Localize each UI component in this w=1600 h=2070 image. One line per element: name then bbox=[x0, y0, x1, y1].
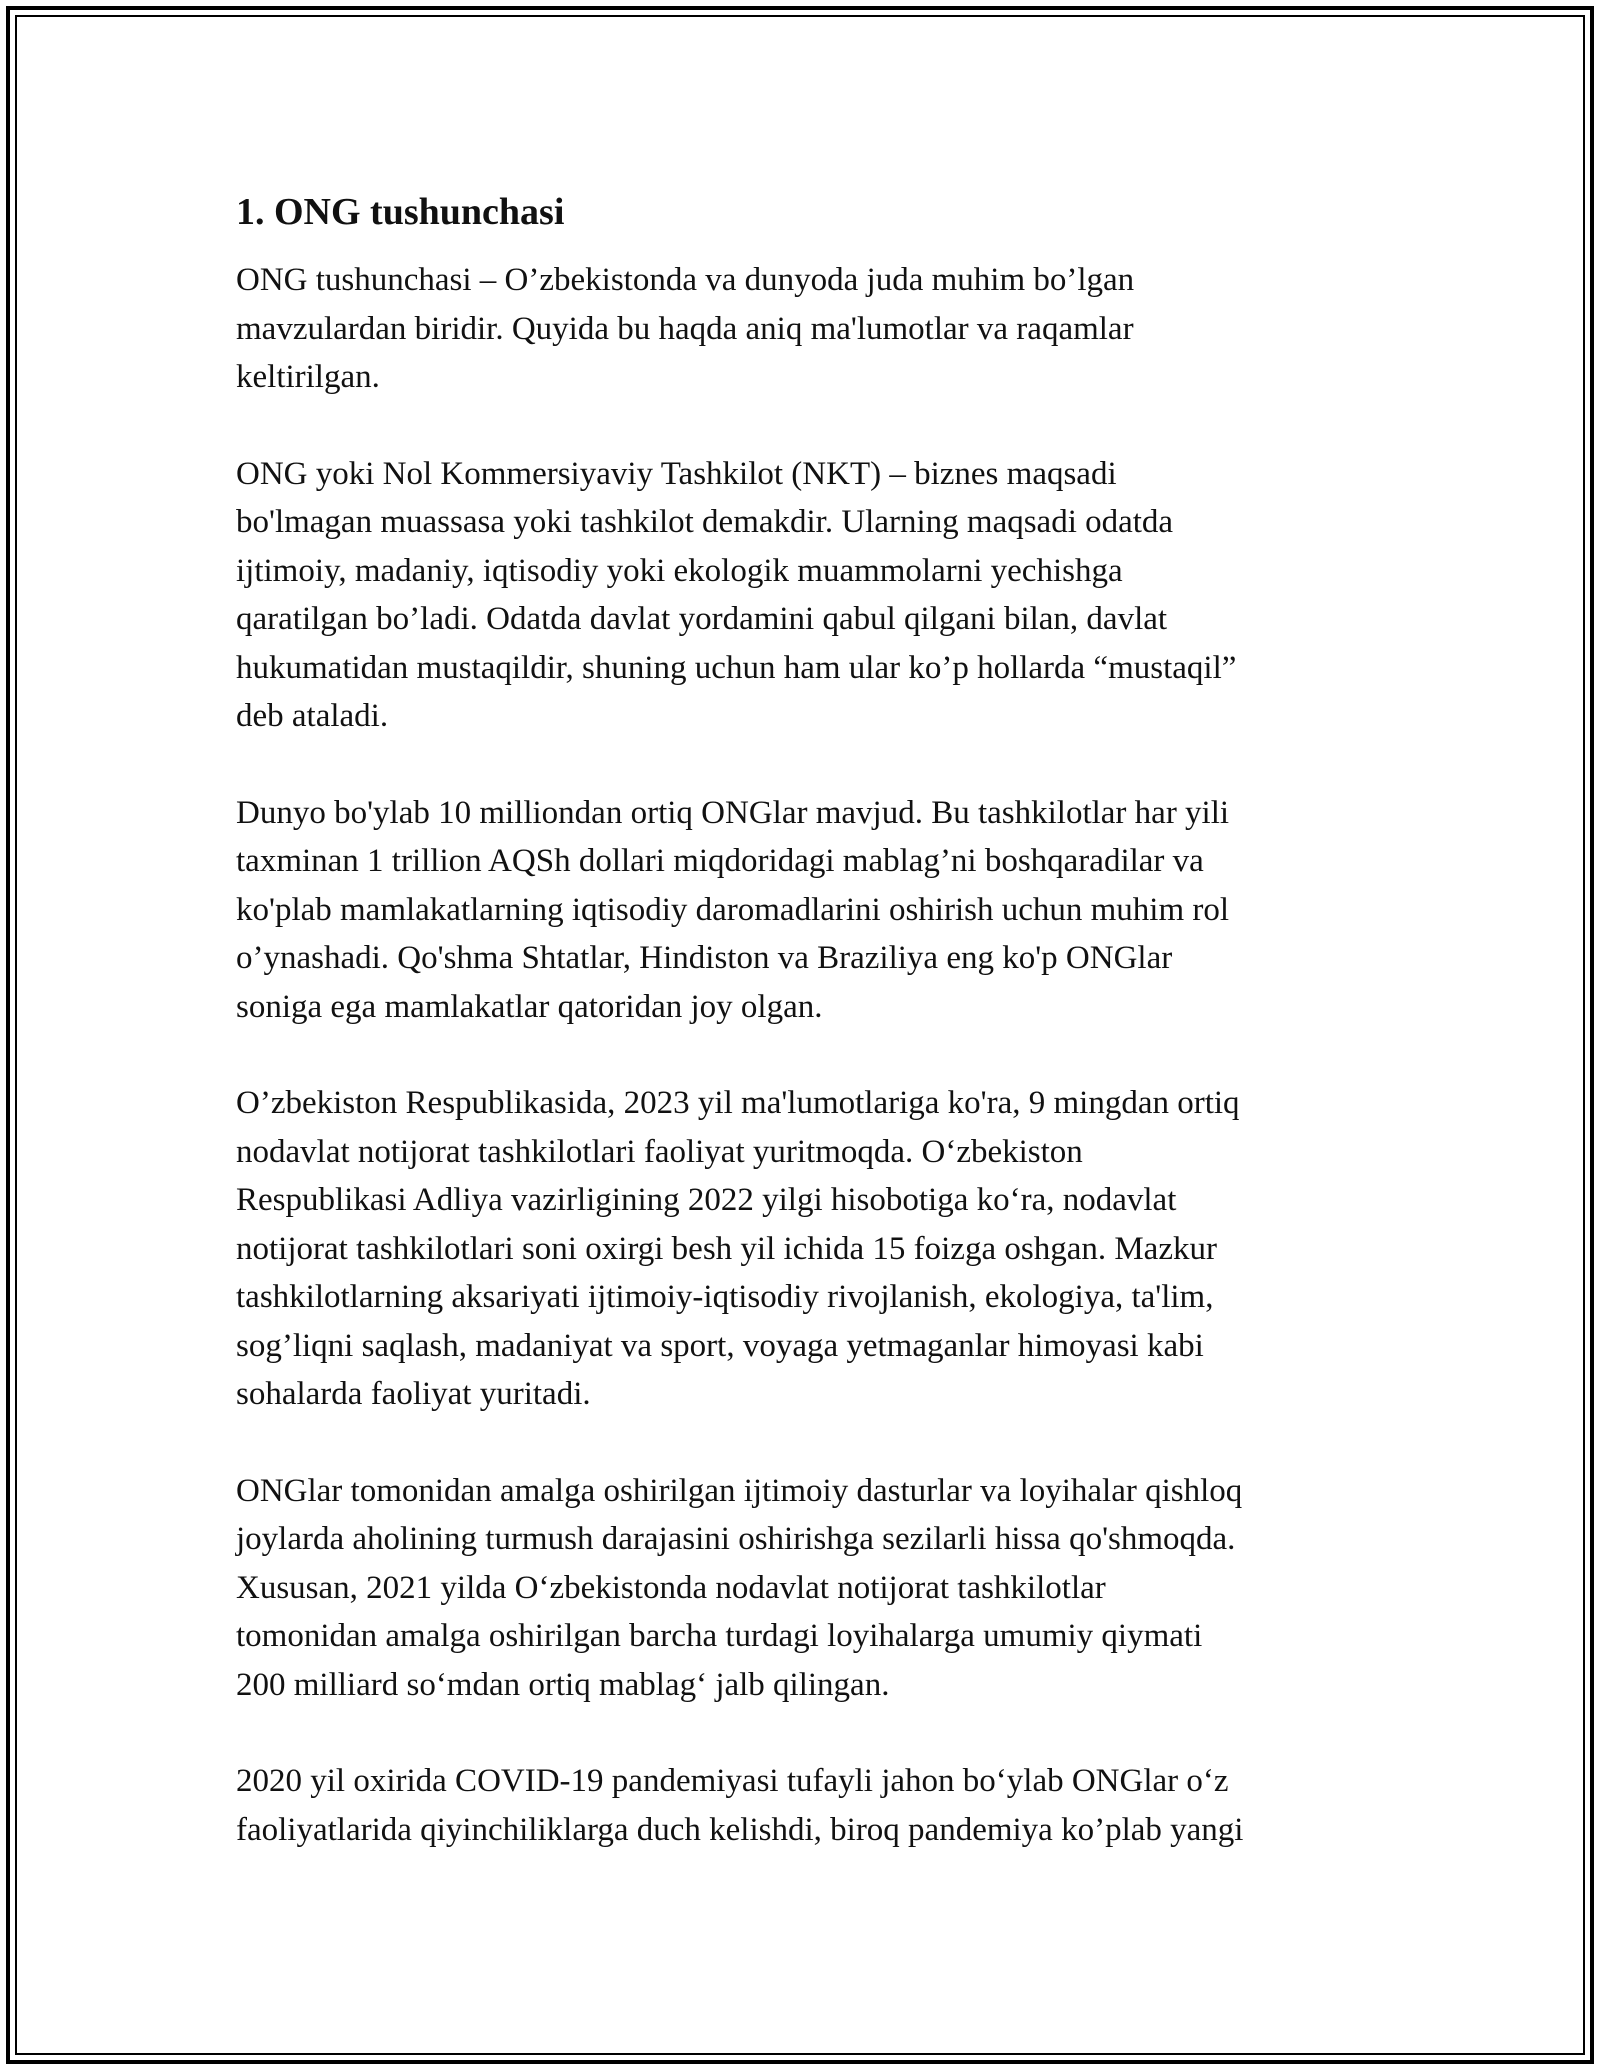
paragraph-line: ONG tushunchasi – O’zbekistonda va dunyoda juda muhim bo’lgan bbox=[236, 262, 1135, 298]
paragraph-line: qaratilgan bo’ladi. Odatda davlat yordamini qabul qilgani bilan, davlat bbox=[236, 601, 1168, 637]
paragraph-line: Respublikasi Adliya vazirligining 2022 yilgi hisobotiga ko‘ra, nodavlat bbox=[236, 1182, 1177, 1218]
paragraph-line: bo'lmagan muassasa yoki tashkilot demakdir. Ularning maqsadi odatda bbox=[236, 504, 1174, 540]
paragraph bbox=[236, 1757, 1386, 1854]
paragraph-line: tomonidan amalga oshirilgan barcha turdagi loyihalarga umumiy qiymati bbox=[236, 1618, 1203, 1654]
section-heading: 1. ONG tushunchasi bbox=[236, 191, 565, 233]
paragraph-line: ONGlar tomonidan amalga oshirilgan ijtimoiy dasturlar va loyihalar qishloq bbox=[236, 1472, 1243, 1509]
paragraph-line: hukumatidan mustaqildir, shuning uchun ham ular ko’p hollarda “mustaqil” bbox=[236, 649, 1237, 686]
paragraph-line: faoliyatlarida qiyinchiliklarga duch kelishdi, biroq pandemiya ko’plab yangi bbox=[236, 1811, 1244, 1848]
paragraph-line: sohalarda faoliyat yuritadi. bbox=[236, 1376, 591, 1412]
paragraph bbox=[236, 1079, 1386, 1419]
paragraph bbox=[236, 256, 1386, 402]
paragraph-line: ijtimoiy, madaniy, iqtisodiy yoki ekologik muammolarni yechishga bbox=[236, 552, 1123, 589]
paragraph bbox=[236, 1467, 1386, 1710]
paragraph-line: O’zbekiston Respublikasida, 2023 yil ma'lumotlariga ko'ra, 9 mingdan ortiq bbox=[236, 1085, 1240, 1121]
paragraph-line: 2020 yil oxirida COVID-19 pandemiyasi tufayli jahon bo‘ylab ONGlar o‘z bbox=[236, 1763, 1229, 1799]
paragraph-line: ONG yoki Nol Kommersiyaviy Tashkilot (NKT) – biznes maqsadi bbox=[236, 455, 1117, 492]
paragraph-line: Dunyo bo'ylab 10 milliondan ortiq ONGlar mavjud. Bu tashkilotlar har yili bbox=[236, 794, 1230, 831]
document-body bbox=[236, 188, 1386, 1902]
paragraph-line: soniga ega mamlakatlar qatoridan joy olgan. bbox=[236, 988, 823, 1025]
paragraph-line: o’ynashadi. Qo'shma Shtatlar, Hindiston va Braziliya eng ko'p ONGlar bbox=[236, 940, 1173, 976]
paragraph-line: keltirilgan. bbox=[236, 359, 380, 395]
paragraph-line: nodavlat notijorat tashkilotlari faoliyat yuritmoqda. O‘zbekiston bbox=[236, 1133, 1083, 1170]
paragraph-line: mavzulardan biridir. Quyida bu haqda aniq ma'lumotlar va raqamlar bbox=[236, 310, 1134, 347]
paragraph-line: tashkilotlarning aksariyati ijtimoiy-iqtisodiy rivojlanish, ekologiya, ta'lim, bbox=[236, 1279, 1214, 1315]
paragraph-line: ko'plab mamlakatlarning iqtisodiy daromadlarini oshirish uchun muhim rol bbox=[236, 891, 1230, 928]
paragraph-line: deb ataladi. bbox=[236, 698, 389, 734]
paragraph-line: sog’liqni saqlash, madaniyat va sport, voyaga yetmaganlar himoyasi kabi bbox=[236, 1327, 1204, 1364]
paragraph bbox=[236, 789, 1386, 1032]
paragraph-container bbox=[236, 256, 1386, 1854]
paragraph-line: Xususan, 2021 yilda O‘zbekistonda nodavlat notijorat tashkilotlar bbox=[236, 1569, 1106, 1606]
paragraph bbox=[236, 450, 1386, 741]
paragraph-line: taxminan 1 trillion AQSh dollari miqdoridagi mablag’ni boshqaradilar va bbox=[236, 843, 1204, 879]
paragraph-line: notijorat tashkilotlari soni oxirgi besh yil ichida 15 foizga oshgan. Mazkur bbox=[236, 1230, 1217, 1267]
paragraph-line: joylarda aholining turmush darajasini oshirishga sezilarli hissa qo'shmoqda. bbox=[236, 1521, 1236, 1557]
paragraph-line: 200 milliard so‘mdan ortiq mablag‘ jalb qilingan. bbox=[236, 1666, 890, 1703]
